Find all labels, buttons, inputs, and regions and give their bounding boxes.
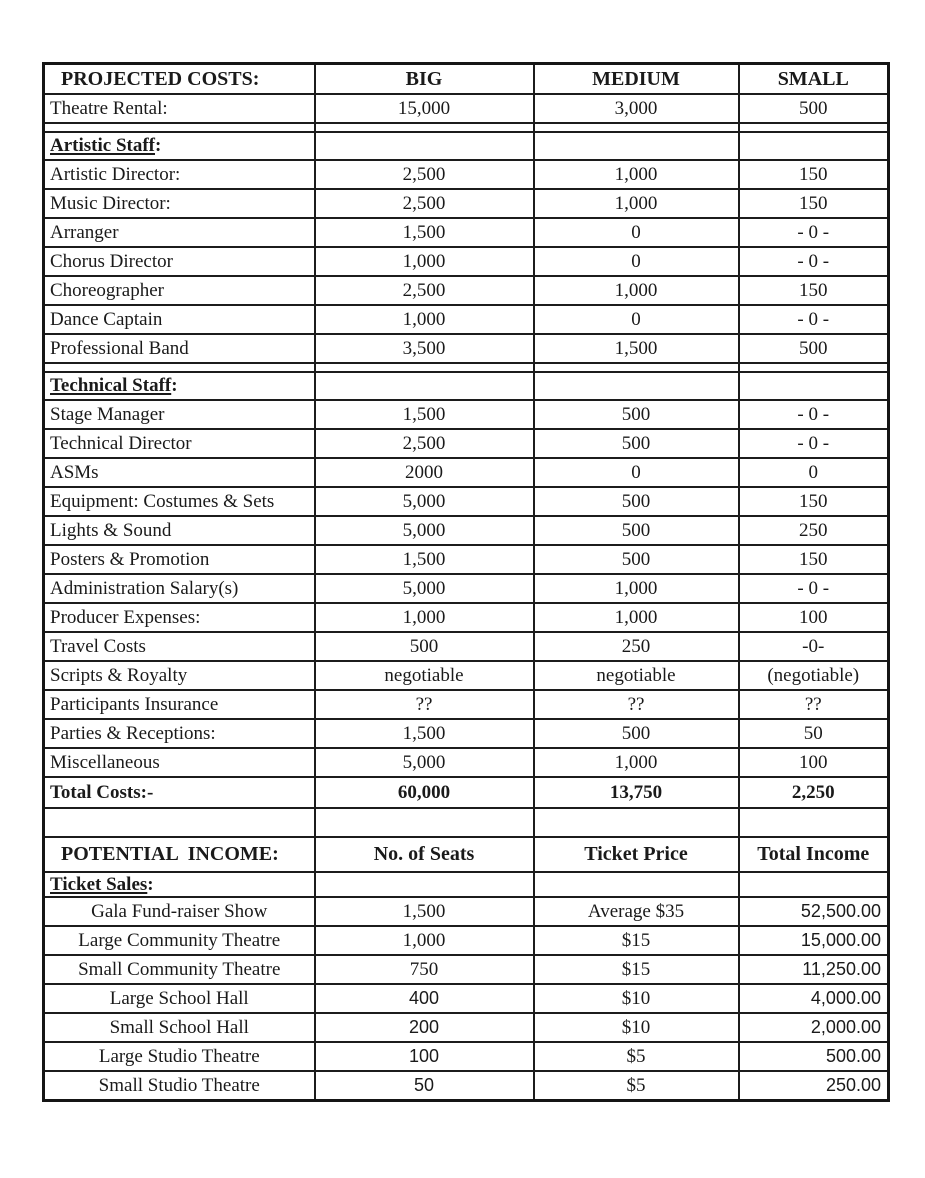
income-value: 500.00 bbox=[739, 1042, 889, 1071]
value-small: - 0 - bbox=[739, 305, 889, 334]
value-small: (negotiable) bbox=[739, 661, 889, 690]
table-row bbox=[44, 1042, 889, 1071]
empty-cell bbox=[315, 808, 534, 837]
value-big: 5,000 bbox=[315, 574, 534, 603]
venue-name: Small Studio Theatre bbox=[44, 1071, 315, 1101]
empty-cell bbox=[315, 372, 534, 400]
section-label: Technical Staff: bbox=[44, 372, 315, 400]
seats-value: 400 bbox=[315, 984, 534, 1013]
row-label: Administration Salary(s) bbox=[44, 574, 315, 603]
value-medium: 0 bbox=[534, 218, 739, 247]
row-label: Travel Costs bbox=[44, 632, 315, 661]
table-row bbox=[44, 372, 889, 400]
value-big: 1,000 bbox=[315, 305, 534, 334]
value-medium: 13,750 bbox=[534, 777, 739, 808]
income-value: 250.00 bbox=[739, 1071, 889, 1101]
row-label: Music Director: bbox=[44, 189, 315, 218]
row-label: Dance Captain bbox=[44, 305, 315, 334]
empty-cell bbox=[739, 808, 889, 837]
table-row bbox=[44, 247, 889, 276]
spacer-cell bbox=[44, 123, 315, 132]
row-label: Scripts & Royalty bbox=[44, 661, 315, 690]
value-medium: 500 bbox=[534, 400, 739, 429]
value-medium: 0 bbox=[534, 305, 739, 334]
value-big: 2,500 bbox=[315, 429, 534, 458]
seats-value: 100 bbox=[315, 1042, 534, 1071]
value-small: ?? bbox=[739, 690, 889, 719]
row-label: Professional Band bbox=[44, 334, 315, 363]
ticket-sales-section-row bbox=[44, 872, 889, 897]
table-row bbox=[44, 94, 889, 123]
column-header-ticket-price: Ticket Price bbox=[534, 837, 739, 872]
spacer-cell bbox=[534, 363, 739, 372]
row-label: Artistic Director: bbox=[44, 160, 315, 189]
value-big: 1,500 bbox=[315, 545, 534, 574]
empty-cell bbox=[315, 872, 534, 897]
table-row bbox=[44, 276, 889, 305]
value-big: 2000 bbox=[315, 458, 534, 487]
income-value: 52,500.00 bbox=[739, 897, 889, 926]
income-header-row bbox=[44, 837, 889, 872]
value-big: 500 bbox=[315, 632, 534, 661]
empty-cell bbox=[739, 872, 889, 897]
price-value: $10 bbox=[534, 984, 739, 1013]
value-medium: 0 bbox=[534, 458, 739, 487]
venue-name: Large Community Theatre bbox=[44, 926, 315, 955]
value-big: 1,000 bbox=[315, 603, 534, 632]
row-label: Miscellaneous bbox=[44, 748, 315, 777]
value-medium: 500 bbox=[534, 487, 739, 516]
value-small: - 0 - bbox=[739, 247, 889, 276]
costs-header-row bbox=[44, 64, 889, 95]
table-row bbox=[44, 632, 889, 661]
spacer-cell bbox=[739, 363, 889, 372]
value-big: 2,500 bbox=[315, 160, 534, 189]
budget-sheet bbox=[42, 62, 890, 1102]
price-value: $10 bbox=[534, 1013, 739, 1042]
seats-value: 1,500 bbox=[315, 897, 534, 926]
value-small: 500 bbox=[739, 334, 889, 363]
seats-value: 50 bbox=[315, 1071, 534, 1101]
income-body bbox=[44, 897, 889, 1101]
budget-table bbox=[42, 62, 890, 1102]
table-row bbox=[44, 1013, 889, 1042]
row-label: ASMs bbox=[44, 458, 315, 487]
value-big: 5,000 bbox=[315, 748, 534, 777]
value-medium: ?? bbox=[534, 690, 739, 719]
column-header-medium: MEDIUM bbox=[534, 64, 739, 95]
value-small: - 0 - bbox=[739, 400, 889, 429]
value-big: 3,500 bbox=[315, 334, 534, 363]
value-medium: 3,000 bbox=[534, 94, 739, 123]
venue-name: Small School Hall bbox=[44, 1013, 315, 1042]
empty-cell bbox=[534, 372, 739, 400]
table-row bbox=[44, 458, 889, 487]
table-row bbox=[44, 777, 889, 808]
row-label: Theatre Rental: bbox=[44, 94, 315, 123]
value-small: - 0 - bbox=[739, 574, 889, 603]
column-header-seats: No. of Seats bbox=[315, 837, 534, 872]
table-row bbox=[44, 487, 889, 516]
price-value: $15 bbox=[534, 955, 739, 984]
value-big: 2,500 bbox=[315, 276, 534, 305]
empty-cell bbox=[534, 808, 739, 837]
row-label: Lights & Sound bbox=[44, 516, 315, 545]
spacer-row bbox=[44, 123, 889, 132]
venue-name: Gala Fund-raiser Show bbox=[44, 897, 315, 926]
value-small: - 0 - bbox=[739, 218, 889, 247]
value-medium: 1,000 bbox=[534, 276, 739, 305]
spacer-cell bbox=[315, 123, 534, 132]
value-medium: 1,000 bbox=[534, 748, 739, 777]
table-row bbox=[44, 516, 889, 545]
table-row bbox=[44, 719, 889, 748]
value-big: 15,000 bbox=[315, 94, 534, 123]
value-medium: 1,500 bbox=[534, 334, 739, 363]
value-small: - 0 - bbox=[739, 429, 889, 458]
income-value: 15,000.00 bbox=[739, 926, 889, 955]
price-value: Average $35 bbox=[534, 897, 739, 926]
spacer-cell bbox=[739, 123, 889, 132]
column-header-total-income: Total Income bbox=[739, 837, 889, 872]
income-header-label: POTENTIAL INCOME: bbox=[44, 837, 315, 872]
value-big: 1,500 bbox=[315, 719, 534, 748]
table-row bbox=[44, 955, 889, 984]
empty-row bbox=[44, 808, 889, 837]
row-label: Equipment: Costumes & Sets bbox=[44, 487, 315, 516]
value-small: 2,250 bbox=[739, 777, 889, 808]
empty-cell bbox=[44, 808, 315, 837]
empty-cell bbox=[315, 132, 534, 160]
table-row bbox=[44, 132, 889, 160]
value-big: 60,000 bbox=[315, 777, 534, 808]
spacer-cell bbox=[534, 123, 739, 132]
costs-body bbox=[44, 94, 889, 808]
table-row bbox=[44, 189, 889, 218]
value-medium: 500 bbox=[534, 429, 739, 458]
price-value: $5 bbox=[534, 1071, 739, 1101]
value-medium: 1,000 bbox=[534, 603, 739, 632]
value-big: 5,000 bbox=[315, 487, 534, 516]
costs-header-label: PROJECTED COSTS: bbox=[44, 64, 315, 95]
table-row bbox=[44, 897, 889, 926]
value-medium: 1,000 bbox=[534, 160, 739, 189]
column-header-big: BIG bbox=[315, 64, 534, 95]
table-row bbox=[44, 305, 889, 334]
table-row bbox=[44, 1071, 889, 1101]
row-label: Total Costs:- bbox=[44, 777, 315, 808]
seats-value: 1,000 bbox=[315, 926, 534, 955]
venue-name: Large School Hall bbox=[44, 984, 315, 1013]
table-row bbox=[44, 690, 889, 719]
value-small: 150 bbox=[739, 487, 889, 516]
row-label: Posters & Promotion bbox=[44, 545, 315, 574]
row-label: Stage Manager bbox=[44, 400, 315, 429]
value-big: 1,500 bbox=[315, 218, 534, 247]
spacer-cell bbox=[315, 363, 534, 372]
value-small: 150 bbox=[739, 189, 889, 218]
seats-value: 750 bbox=[315, 955, 534, 984]
empty-cell bbox=[739, 132, 889, 160]
table-row bbox=[44, 603, 889, 632]
value-big: negotiable bbox=[315, 661, 534, 690]
income-value: 11,250.00 bbox=[739, 955, 889, 984]
value-medium: 500 bbox=[534, 545, 739, 574]
table-row bbox=[44, 545, 889, 574]
table-row bbox=[44, 429, 889, 458]
spacer-cell bbox=[44, 363, 315, 372]
section-label: Artistic Staff: bbox=[44, 132, 315, 160]
spacer-row bbox=[44, 363, 889, 372]
value-big: 1,000 bbox=[315, 247, 534, 276]
value-big: ?? bbox=[315, 690, 534, 719]
seats-value: 200 bbox=[315, 1013, 534, 1042]
price-value: $5 bbox=[534, 1042, 739, 1071]
table-row bbox=[44, 984, 889, 1013]
ticket-sales-label: Ticket Sales: bbox=[44, 872, 315, 897]
value-small: 150 bbox=[739, 545, 889, 574]
table-row bbox=[44, 748, 889, 777]
value-big: 1,500 bbox=[315, 400, 534, 429]
value-small: 50 bbox=[739, 719, 889, 748]
table-row bbox=[44, 334, 889, 363]
table-row bbox=[44, 160, 889, 189]
table-row bbox=[44, 661, 889, 690]
value-medium: 1,000 bbox=[534, 189, 739, 218]
value-small: 150 bbox=[739, 276, 889, 305]
value-small: 100 bbox=[739, 603, 889, 632]
value-small: 100 bbox=[739, 748, 889, 777]
row-label: Producer Expenses: bbox=[44, 603, 315, 632]
table-row bbox=[44, 574, 889, 603]
row-label: Participants Insurance bbox=[44, 690, 315, 719]
income-value: 2,000.00 bbox=[739, 1013, 889, 1042]
value-small: 250 bbox=[739, 516, 889, 545]
value-medium: 0 bbox=[534, 247, 739, 276]
column-header-small: SMALL bbox=[739, 64, 889, 95]
value-small: 500 bbox=[739, 94, 889, 123]
value-medium: 500 bbox=[534, 516, 739, 545]
row-label: Choreographer bbox=[44, 276, 315, 305]
value-small: -0- bbox=[739, 632, 889, 661]
table-row bbox=[44, 926, 889, 955]
table-row bbox=[44, 400, 889, 429]
row-label: Parties & Receptions: bbox=[44, 719, 315, 748]
value-medium: negotiable bbox=[534, 661, 739, 690]
venue-name: Large Studio Theatre bbox=[44, 1042, 315, 1071]
row-label: Technical Director bbox=[44, 429, 315, 458]
value-big: 5,000 bbox=[315, 516, 534, 545]
row-label: Chorus Director bbox=[44, 247, 315, 276]
value-medium: 1,000 bbox=[534, 574, 739, 603]
price-value: $15 bbox=[534, 926, 739, 955]
value-big: 2,500 bbox=[315, 189, 534, 218]
value-small: 0 bbox=[739, 458, 889, 487]
value-small: 150 bbox=[739, 160, 889, 189]
table-row bbox=[44, 218, 889, 247]
row-label: Arranger bbox=[44, 218, 315, 247]
venue-name: Small Community Theatre bbox=[44, 955, 315, 984]
empty-cell bbox=[534, 872, 739, 897]
income-value: 4,000.00 bbox=[739, 984, 889, 1013]
value-medium: 250 bbox=[534, 632, 739, 661]
value-medium: 500 bbox=[534, 719, 739, 748]
empty-cell bbox=[739, 372, 889, 400]
empty-cell bbox=[534, 132, 739, 160]
